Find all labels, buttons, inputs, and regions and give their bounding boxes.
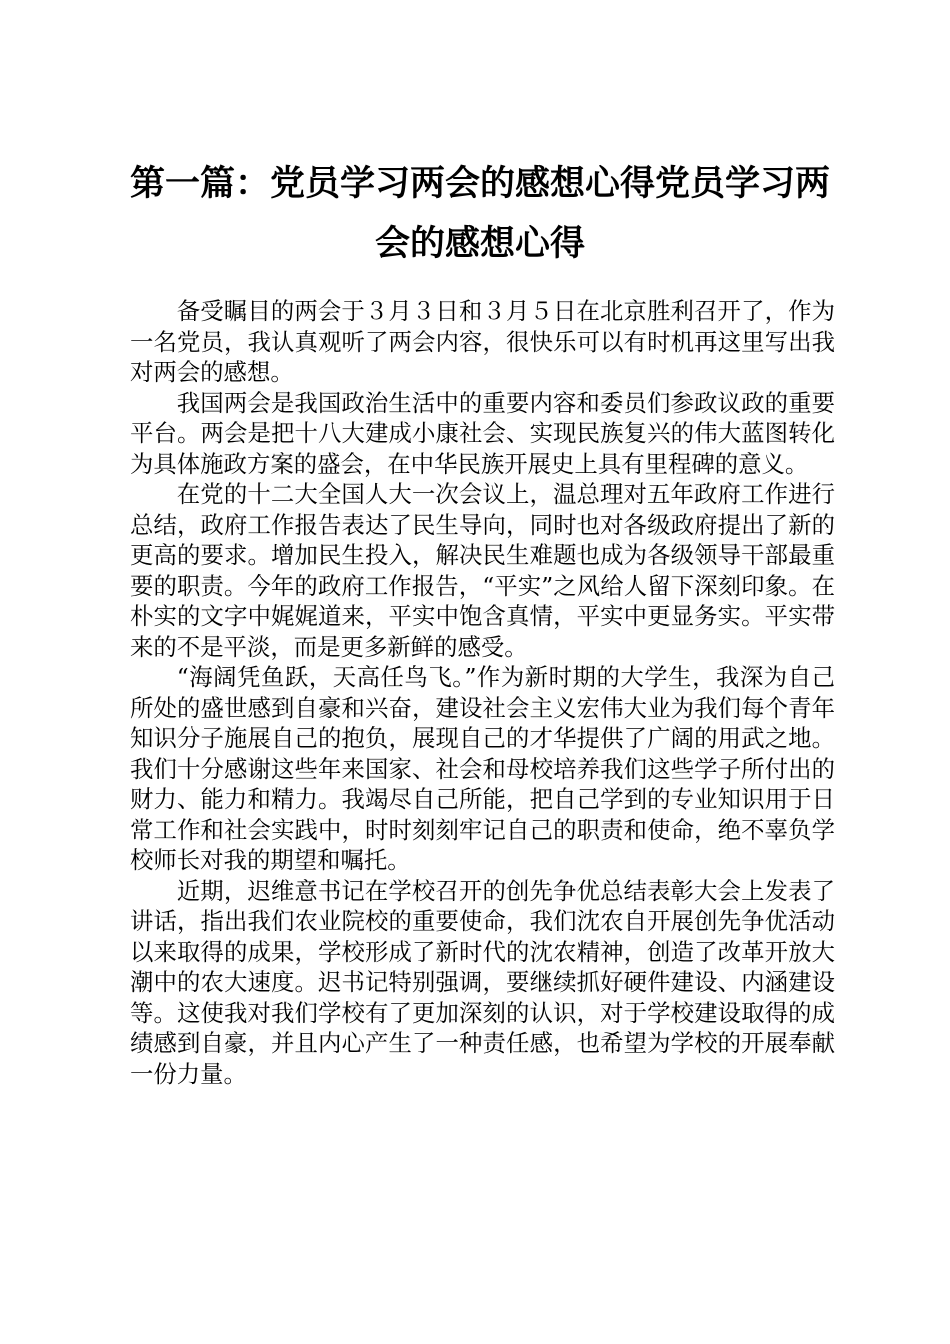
paragraph-3: 在党的十二大全国人大一次会议上，温总理对五年政府工作进行总结，政府工作报告表达了民生导向，同时也对各级政府提出了新的更高的要求。增加民生投入，解决民生难题也成为各级领导干部最重要的职责。今年的政府工作报告，“平实”之风给人留下深刻印象。在朴实的文字中娓娓道来，平实中饱含真情，平实中更显务实。平实带来的不是平淡，而是更多新鲜的感受。 [130, 480, 835, 661]
document-title-line-1: 第一篇：党员学习两会的感想心得党员学习两 [129, 164, 830, 204]
paragraph-5: 近期，迟维意书记在学校召开的创先争优总结表彰大会上发表了讲话，指出我们农业院校的重要使命，我们沈农自开展创先争优活动以来取得的成果，学校形成了新时代的沈农精神，创造了改革开放大潮中的农大速度。迟书记特别强调，要继续抓好硬件建设、内涵建设等。这使我对我们学校有了更加深刻的认识，对于学校建设取得的成绩感到自豪，并且内心产生了一种责任感，也希望为学校的开展奉献一份力量。 [130, 876, 835, 1088]
document-body [130, 296, 835, 1089]
paragraph-1: 备受瞩目的两会于３月３日和３月５日在北京胜利召开了，作为一名党员，我认真观听了两会内容，很快乐可以有时机再这里写出我对两会的感想。 [130, 297, 835, 386]
paragraph-4: “海阔凭鱼跃，天高任鸟飞。”作为新时期的大学生，我深为自己所处的盛世感到自豪和兴奋，建设社会主义宏伟大业为我们每个青年知识分子施展自己的抱负，展现自己的才华提供了广阔的用武之地。我们十分感谢这些年来国家、社会和母校培养我们这些学子所付出的财力、能力和精力。我竭尽自己所能，把自己学到的专业知识用于日常工作和社会实践中，时时刻刻牢记自己的职责和使命，绝不辜负学校师长对我的期望和嘱托。 [130, 663, 835, 874]
document-title-line-2: 会的感想心得 [374, 224, 585, 264]
paragraph-2: 我国两会是我国政治生活中的重要内容和委员们参政议政的重要平台。两会是把十八大建成小康社会、实现民族复兴的伟大蓝图转化为具体施政方案的盛会，在中华民族开展史上具有里程碑的意义。 [130, 388, 835, 478]
